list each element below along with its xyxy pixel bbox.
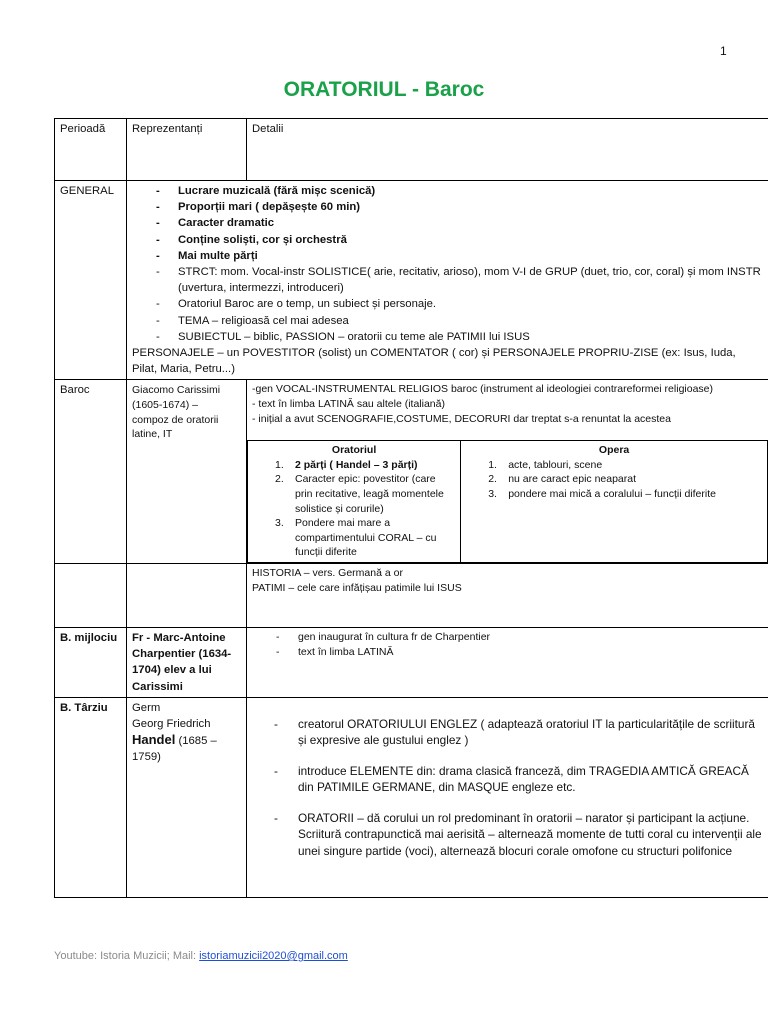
general-item: - TEMA – religioasă cel mai adesea <box>132 313 763 329</box>
mijlociu-list <box>252 630 763 659</box>
opera-item <box>466 458 762 473</box>
baroc-representative <box>127 380 247 564</box>
oratoriul-list <box>253 458 455 560</box>
tarziu-rep-handel: Handel <box>132 732 176 748</box>
item-text: pondere mai mică a coralului – funcții diferite <box>508 488 716 500</box>
item-number: 1. <box>488 458 497 471</box>
header-perioada: Perioadă <box>55 119 127 181</box>
footer-text: Youtube: Istoria Muzicii; Mail: <box>54 950 200 962</box>
oratoriu-table <box>54 118 768 898</box>
baroc-details <box>247 380 768 564</box>
historia-line: HISTORIA – vers. Germană a or <box>252 566 403 579</box>
mijlociu-label: B. mijlociu <box>55 627 127 697</box>
item-number: 1. <box>275 458 284 471</box>
baroc-rep-line: (1605-1674) – <box>132 399 198 412</box>
baroc-details-text <box>247 380 768 432</box>
oratoriul-column <box>248 441 461 563</box>
item-text: Caracter epic: povestitor (care prin recitative, leagă momentele solistice și corurile) <box>295 473 444 515</box>
row-tarziu <box>55 697 768 897</box>
baroc-detail-line: - text în limba LATINĂ sau altele (italiană) <box>252 398 445 411</box>
general-item: - SUBIECTUL – biblic, PASSION – oratorii cu teme ale PATIMII lui ISUS <box>132 329 763 345</box>
general-personaje: PERSONAJELE – un POVESTITOR (solist) un COMENTATOR ( cor) și PERSONAJELE PROPRIU-ZISE (ex: Isus, Iuda, Pilat, Maria, Petru...) <box>132 347 736 376</box>
historia-empty-2 <box>127 563 247 627</box>
general-list <box>132 183 763 345</box>
general-item: - Lucrare muzicală (fără mișc scenică) <box>132 183 763 199</box>
tarziu-list <box>252 716 763 860</box>
header-detalii: Detalii <box>247 119 768 181</box>
general-label: GENERAL <box>55 181 127 380</box>
mijlociu-item: - gen inaugurat în cultura fr de Charpentier <box>252 630 763 645</box>
tarziu-rep-line: 1759) <box>132 751 161 764</box>
item-text: acte, tablouri, scene <box>508 458 603 471</box>
oratoriul-item <box>253 472 455 516</box>
row-baroc <box>55 380 768 564</box>
tarziu-rep-years: (1685 – <box>175 735 217 748</box>
general-item: - Conține soliști, cor și orchestră <box>132 232 763 248</box>
mijlociu-details <box>247 627 768 697</box>
general-item: - Mai multe părți <box>132 248 763 264</box>
tarziu-rep-line: Germ <box>132 701 161 714</box>
opera-column <box>461 441 768 563</box>
patimi-line: PATIMI – cele care infățișau patimile lui ISUS <box>252 581 462 594</box>
opera-item <box>466 487 762 502</box>
header-reprezentanti: Reprezentanți <box>127 119 247 181</box>
page-title: ORATORIUL - Baroc <box>283 78 485 101</box>
item-number: 3. <box>488 488 497 500</box>
historia-details <box>247 563 768 627</box>
opera-heading: Opera <box>598 444 630 457</box>
historia-empty-1 <box>55 563 127 627</box>
opera-list <box>466 458 762 502</box>
baroc-rep-line: latine, IT <box>132 428 173 441</box>
item-number: 2. <box>275 473 284 486</box>
table-header-row <box>55 119 768 181</box>
item-number: 3. <box>275 517 284 530</box>
general-details <box>127 181 768 380</box>
tarziu-rep-line: Georg Friedrich <box>132 717 211 730</box>
baroc-detail-line: - inițial a avut SCENOGRAFIE,COSTUME, DECORURI dar treptat s-a renuntat la acestea <box>252 412 671 425</box>
baroc-label: Baroc <box>55 380 127 564</box>
oratoriul-item <box>253 516 455 560</box>
tarziu-details <box>247 697 768 897</box>
baroc-rep-line: compoz de oratorii <box>132 413 219 426</box>
item-number: 2. <box>488 473 497 486</box>
oratoriul-heading: Oratoriul <box>331 444 377 457</box>
tarziu-representative <box>127 697 247 897</box>
mijlociu-item: - text în limba LATINĂ <box>252 645 763 660</box>
tarziu-item: - introduce ELEMENTE din: drama clasică franceză, dim TRAGEDIA AMTICĂ GREACĂ din PATIMILE GERMANE, din MASQUE engleze etc. <box>252 763 763 796</box>
general-item: - Oratoriul Baroc are o temp, un subiect și personaje. <box>132 296 763 312</box>
page-footer <box>54 950 348 962</box>
oratoriu-vs-opera-table <box>247 440 768 563</box>
row-mijlociu <box>55 627 768 697</box>
general-item: - Caracter dramatic <box>132 215 763 231</box>
item-text: nu are caract epic neaparat <box>508 473 637 486</box>
baroc-rep-line: Giacomo Carissimi <box>132 384 221 397</box>
general-item: - STRCT: mom. Vocal-instr SOLISTICE( arie, recitativ, arioso), mom V-I de GRUP (duet, trio, cor, coral) și mom INSTR (uvertura, intermezzi, introduceri) <box>132 264 763 296</box>
row-historia <box>55 563 768 627</box>
mijlociu-representative: Fr - Marc-Antoine Charpentier (1634-1704) elev a lui Carissimi <box>127 627 247 697</box>
row-general <box>55 181 768 380</box>
item-text: Pondere mai mare a compartimentului CORAL – cu funcții diferite <box>295 517 437 559</box>
item-text: 2 părți ( Handel – 3 părți) <box>295 458 418 471</box>
general-item: - Proporții mari ( depășește 60 min) <box>132 199 763 215</box>
baroc-detail-line: -gen VOCAL-INSTRUMENTAL RELIGIOS baroc (instrument al ideologiei contrareformei religioase) <box>252 383 714 396</box>
page-number: 1 <box>720 44 727 58</box>
tarziu-item: - creatorul ORATORIULUI ENGLEZ ( adaptează oratoriul IT la particularitățile de scriitură și expresive ale gustului englez ) <box>252 716 763 749</box>
opera-item <box>466 472 762 487</box>
tarziu-item: - ORATORII – dă corului un rol predominant în oratorii – narator și participant la acțiune. Scriitură contrapunctică mai aerisită – alternează momente de tutti coral cu intervenții ale unei singure partide (voci), alternează blocuri corale omofone cu structuri polifonice <box>252 810 763 860</box>
oratoriul-item <box>253 458 455 473</box>
footer-email-link[interactable]: istoriamuzicii2020@gmail.com <box>199 950 348 962</box>
tarziu-label: B. Târziu <box>55 697 127 897</box>
